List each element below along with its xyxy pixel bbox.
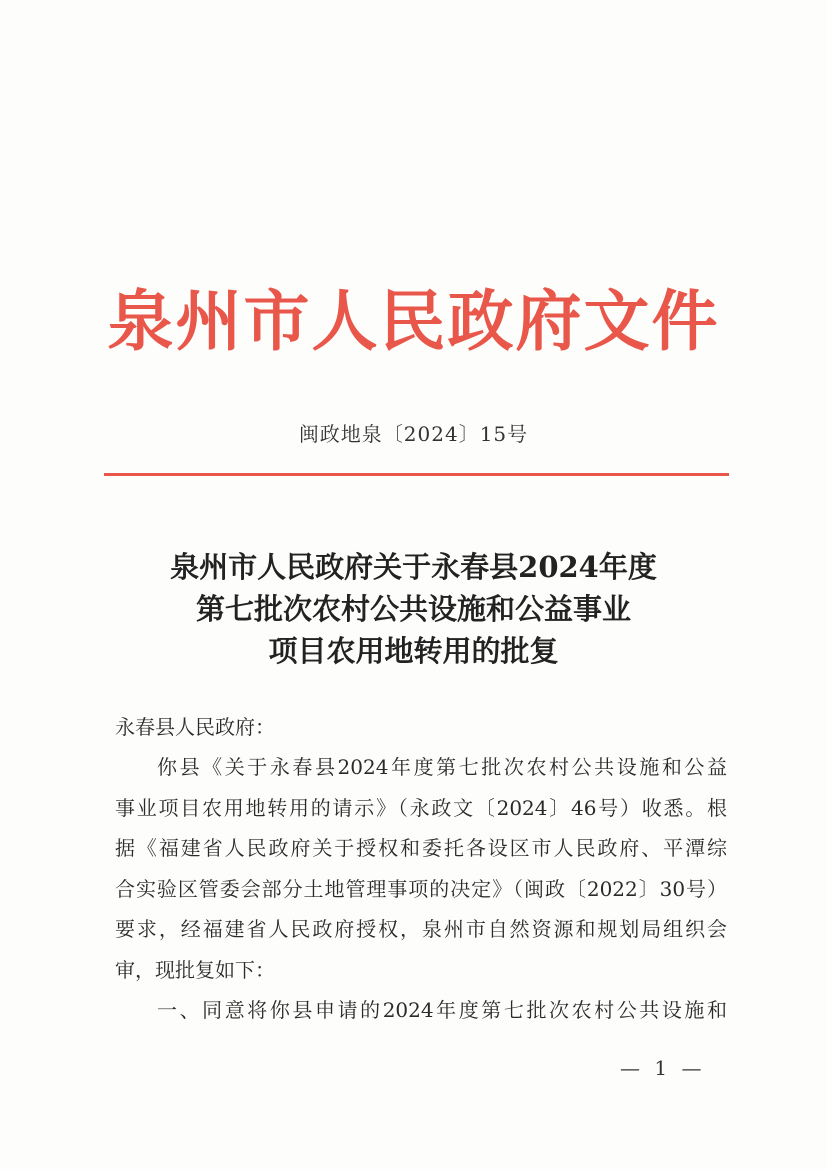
- body-text: [115, 747, 727, 1031]
- body-line: 要求，经福建省人民政府授权，泉州市自然资源和规划局组织会: [115, 917, 727, 941]
- body-line: 你县《关于永春县2024年度第七批次农村公共设施和公益: [157, 755, 727, 779]
- body-line: 合实验区管委会部分土地管理事项的决定》（闽政〔2022〕30号）: [115, 876, 727, 901]
- body-line: 据《福建省人民政府关于授权和委托各设区市人民政府、平潭综: [115, 836, 727, 860]
- body-line: 审，现批复如下：: [115, 957, 275, 982]
- body-line: 事业项目农用地转用的请示》（永政文〔2024〕46号）收悉。根: [115, 795, 727, 820]
- title-line: 项目农用地转用的批复: [268, 634, 559, 668]
- addressee: 永春县人民政府：: [115, 715, 275, 739]
- item-one-line: 一、同意将你县申请的2024年度第七批次农村公共设施和: [157, 998, 727, 1022]
- document-number: 闽政地泉〔2024〕15号: [298, 422, 529, 446]
- title-line: 第七批次农村公共设施和公益事业: [195, 592, 631, 626]
- red-divider-line: [104, 473, 729, 476]
- document-title: [0, 546, 827, 672]
- title-line: 泉州市人民政府关于永春县2024年度: [170, 550, 657, 584]
- page-number: — 1 —: [620, 1056, 706, 1080]
- document-header-title: 泉州市人民政府文件: [107, 282, 720, 360]
